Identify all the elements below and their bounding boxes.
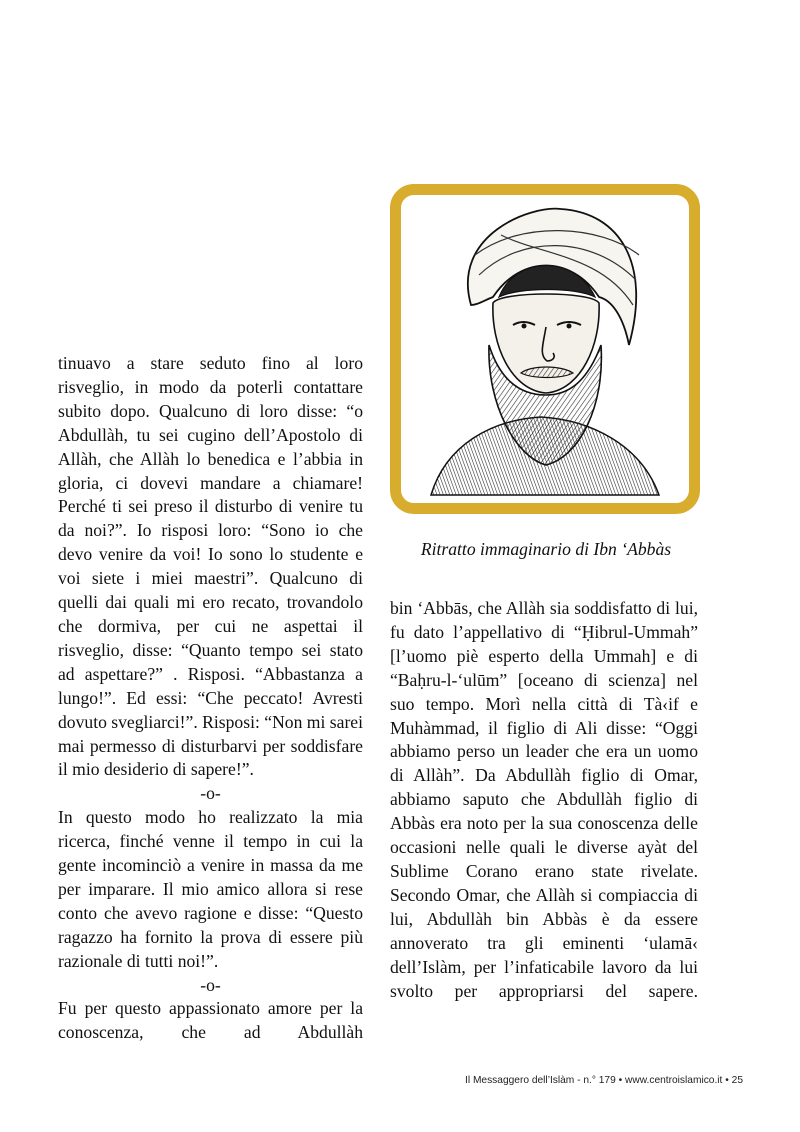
figure-caption: Ritratto immaginario di Ibn ‘Abbàs — [420, 539, 672, 559]
website-link[interactable]: www.centroislamico.it — [625, 1075, 723, 1086]
body-paragraph: In questo modo ho realizzato la mia ricerca, finché venne il tempo in cui la gente incominciò a venire in massa da me per imparare. Il mio amico allora si rese conto che avevo ragione e disse: “Questo ragazzo ha fornito la prova di essere più razionale di tutti noi!”. — [58, 807, 363, 971]
section-separator: -o- — [200, 974, 221, 995]
footer-bullet: • — [725, 1075, 729, 1086]
page-footer — [465, 1075, 743, 1086]
page-number: 25 — [731, 1075, 743, 1086]
body-paragraph: Fu per questo appassionato amore per la conoscenza, che ad Abdullàh — [58, 998, 363, 1043]
body-paragraph: tinuavo a stare seduto fino al loro risveglio, in modo da poterli contattare subito dopo. Qualcuno di loro disse: “o Abdullàh, tu sei cugino dell’Apostolo di Allàh, che Allàh lo benedica e l’abbia in gloria, ci dovevi mandare a chiamare! Perché ti sei preso il disturbo di venire tu da noi?”. Io risposi loro: “Sono io che devo venire da voi! Io sono lo studente e voi siete i miei maestri”. Qualcuno di quelli dai quali mi ero recato, trovandolo che dormiva, per cui ne aspettai il risveglio, disse: “Quanto tempo sei stato ad aspettare?” . Risposi. “Abbastanza a lungo!”. Ed essi: “Che peccato! Avresti dovuto svegliarci!”. Risposi: “Non mi sarei mai permesso di disturbarvi per soddisfare il mio desiderio di sapere!”. — [58, 353, 363, 780]
section-separator: -o- — [200, 783, 221, 804]
right-text-column — [390, 597, 698, 1003]
portrait-frame — [390, 184, 700, 514]
magazine-title: Il Messaggero dell’Islàm - n.° 179 — [465, 1075, 616, 1086]
body-paragraph: bin ‘Abbās, che Allàh sia soddisfatto di lui, fu dato l’appellativo di “Ḥibrul-Ummah” [l’uomo piè esperto della Ummah] e di “Baḥru-l-‘ulūm” [oceano di scienza] nel suo tempo. Morì nella città di Tà‹if e Muhàmmad, il figlio di Ali disse: “Oggi abbiamo perso un leader che era un uomo di Allàh”. Da Abdullàh figlio di Omar, abbiamo saputo che Abdullàh figlio di Abbàs era noto per la sua conoscenza delle occasioni nelle quali le diverse ayàt del Sublime Corano erano state rivelate. Secondo Omar, che Allàh si compiaccia di lui, Abdullàh bin Abbàs è da essere annoverato tra gli eminenti ‘ulamā‹ dell’Islàm, per l’infaticabile lavoro da lui svolto per appropriarsi del sapere. — [390, 598, 698, 1001]
portrait-illustration — [401, 195, 689, 503]
footer-bullet: • — [618, 1075, 623, 1086]
left-text-column — [58, 352, 363, 1045]
